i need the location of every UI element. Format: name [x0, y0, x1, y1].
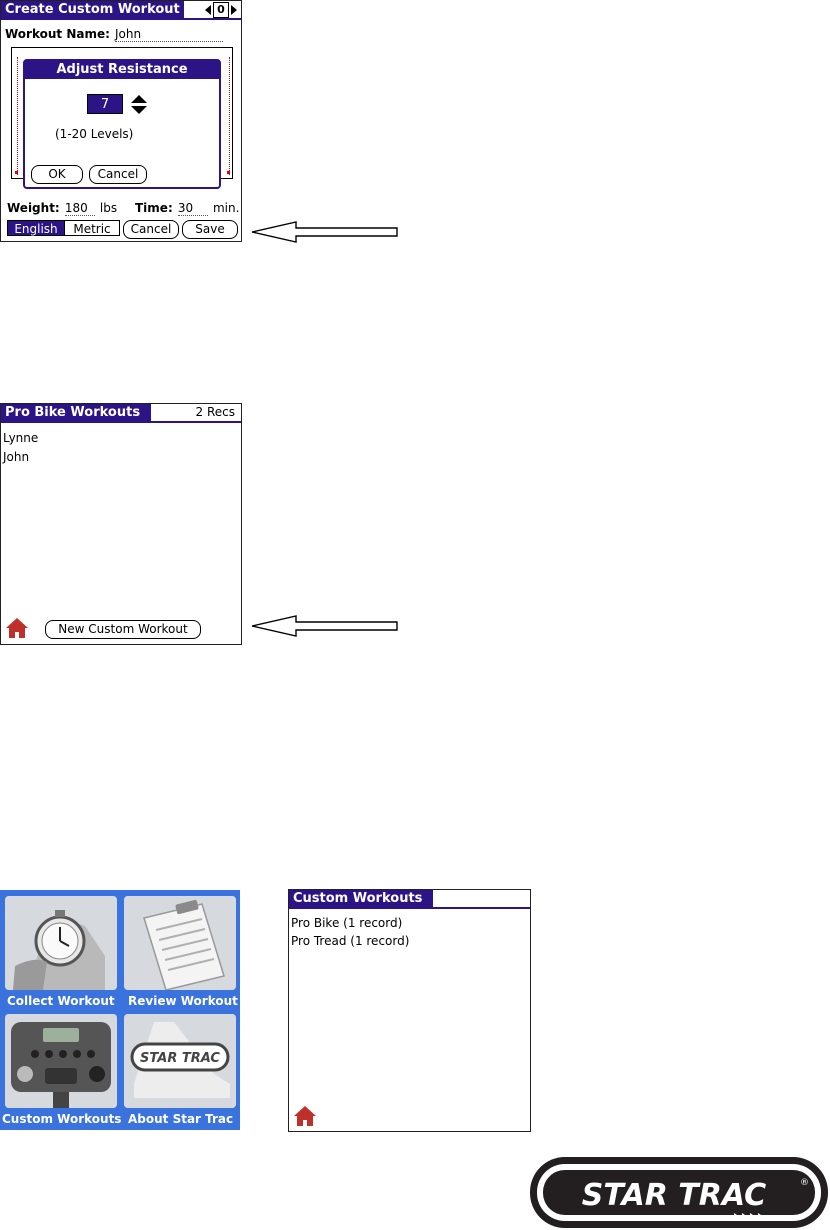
clipboard-icon — [124, 896, 236, 990]
time-field[interactable]: 30 — [178, 201, 208, 216]
cancel-button[interactable]: Cancel — [123, 220, 179, 239]
stopwatch-icon — [5, 896, 117, 990]
title-underline — [1, 18, 241, 20]
time-unit: min. — [212, 201, 240, 215]
record-count: 2 Recs — [195, 405, 235, 419]
previous-arrow-icon[interactable] — [205, 5, 211, 15]
pro-bike-workouts-screen — [0, 403, 242, 645]
star-trac-logo — [528, 1155, 830, 1230]
about-star-trac-tile[interactable] — [124, 1014, 236, 1108]
workout-name-row — [5, 23, 223, 42]
pointer-arrow-icon — [250, 614, 400, 638]
title-underline — [289, 907, 530, 909]
decrease-arrow-icon[interactable] — [131, 106, 147, 114]
next-arrow-icon[interactable] — [231, 5, 237, 15]
workout-name-label: Workout Name: — [5, 27, 110, 41]
list-item[interactable]: Pro Tread (1 record) — [291, 934, 410, 948]
home-icon[interactable] — [5, 617, 29, 639]
weight-label: Weight: — [7, 201, 60, 215]
list-item[interactable]: John — [3, 450, 30, 464]
app-launcher — [0, 890, 240, 1130]
weight-row — [7, 197, 117, 216]
logo-text: STAR TRAC — [581, 1178, 767, 1213]
screen-title: Create Custom Workout — [1, 1, 184, 18]
resistance-range: (1-20 Levels) — [55, 127, 134, 141]
weight-unit: lbs — [99, 201, 118, 215]
screen-title: Pro Bike Workouts — [1, 404, 151, 421]
review-workout-tile[interactable] — [124, 896, 236, 990]
time-label: Time: — [135, 201, 173, 215]
graph-point — [227, 171, 230, 174]
title-underline — [1, 421, 241, 423]
custom-workouts-screen — [288, 889, 531, 1132]
ok-button[interactable]: OK — [31, 165, 83, 184]
graph-point — [15, 171, 18, 174]
star-trac-icon — [124, 1014, 236, 1108]
custom-workouts-tile[interactable] — [5, 1014, 117, 1108]
cancel-button[interactable]: Cancel — [89, 165, 147, 184]
save-button[interactable]: Save — [182, 220, 238, 239]
resistance-value[interactable]: 7 — [87, 94, 123, 114]
tile-label: Collect Workout — [7, 994, 115, 1008]
adjust-resistance-dialog — [23, 59, 221, 189]
english-units-button[interactable]: English — [7, 220, 65, 236]
tile-label: Review Workout — [128, 994, 238, 1008]
weight-field[interactable]: 180 — [65, 201, 95, 216]
record-pager — [205, 2, 237, 17]
console-icon — [5, 1014, 117, 1108]
star-trac-tile-text: STAR TRAC — [140, 1051, 220, 1066]
graph-dotted-line — [17, 57, 18, 175]
list-item[interactable]: Lynne — [3, 431, 39, 445]
create-custom-workout-screen — [0, 0, 242, 242]
page-number: 0 — [213, 2, 229, 18]
metric-units-button[interactable]: Metric — [64, 220, 120, 236]
workout-name-field[interactable]: John — [115, 27, 223, 42]
home-icon[interactable] — [293, 1105, 317, 1127]
tile-label: About Star Trac — [128, 1112, 234, 1126]
pointer-arrow-icon — [250, 220, 400, 244]
collect-workout-tile[interactable] — [5, 896, 117, 990]
increase-arrow-icon[interactable] — [131, 95, 147, 103]
registered-mark: ® — [800, 1178, 809, 1188]
time-row — [135, 197, 239, 216]
new-custom-workout-button[interactable]: New Custom Workout — [45, 620, 201, 639]
graph-dotted-line — [229, 57, 230, 175]
list-item[interactable]: Pro Bike (1 record) — [291, 916, 403, 930]
dialog-title: Adjust Resistance — [25, 61, 219, 79]
tile-label: Custom Workouts — [2, 1112, 122, 1126]
screen-title: Custom Workouts — [289, 890, 433, 907]
